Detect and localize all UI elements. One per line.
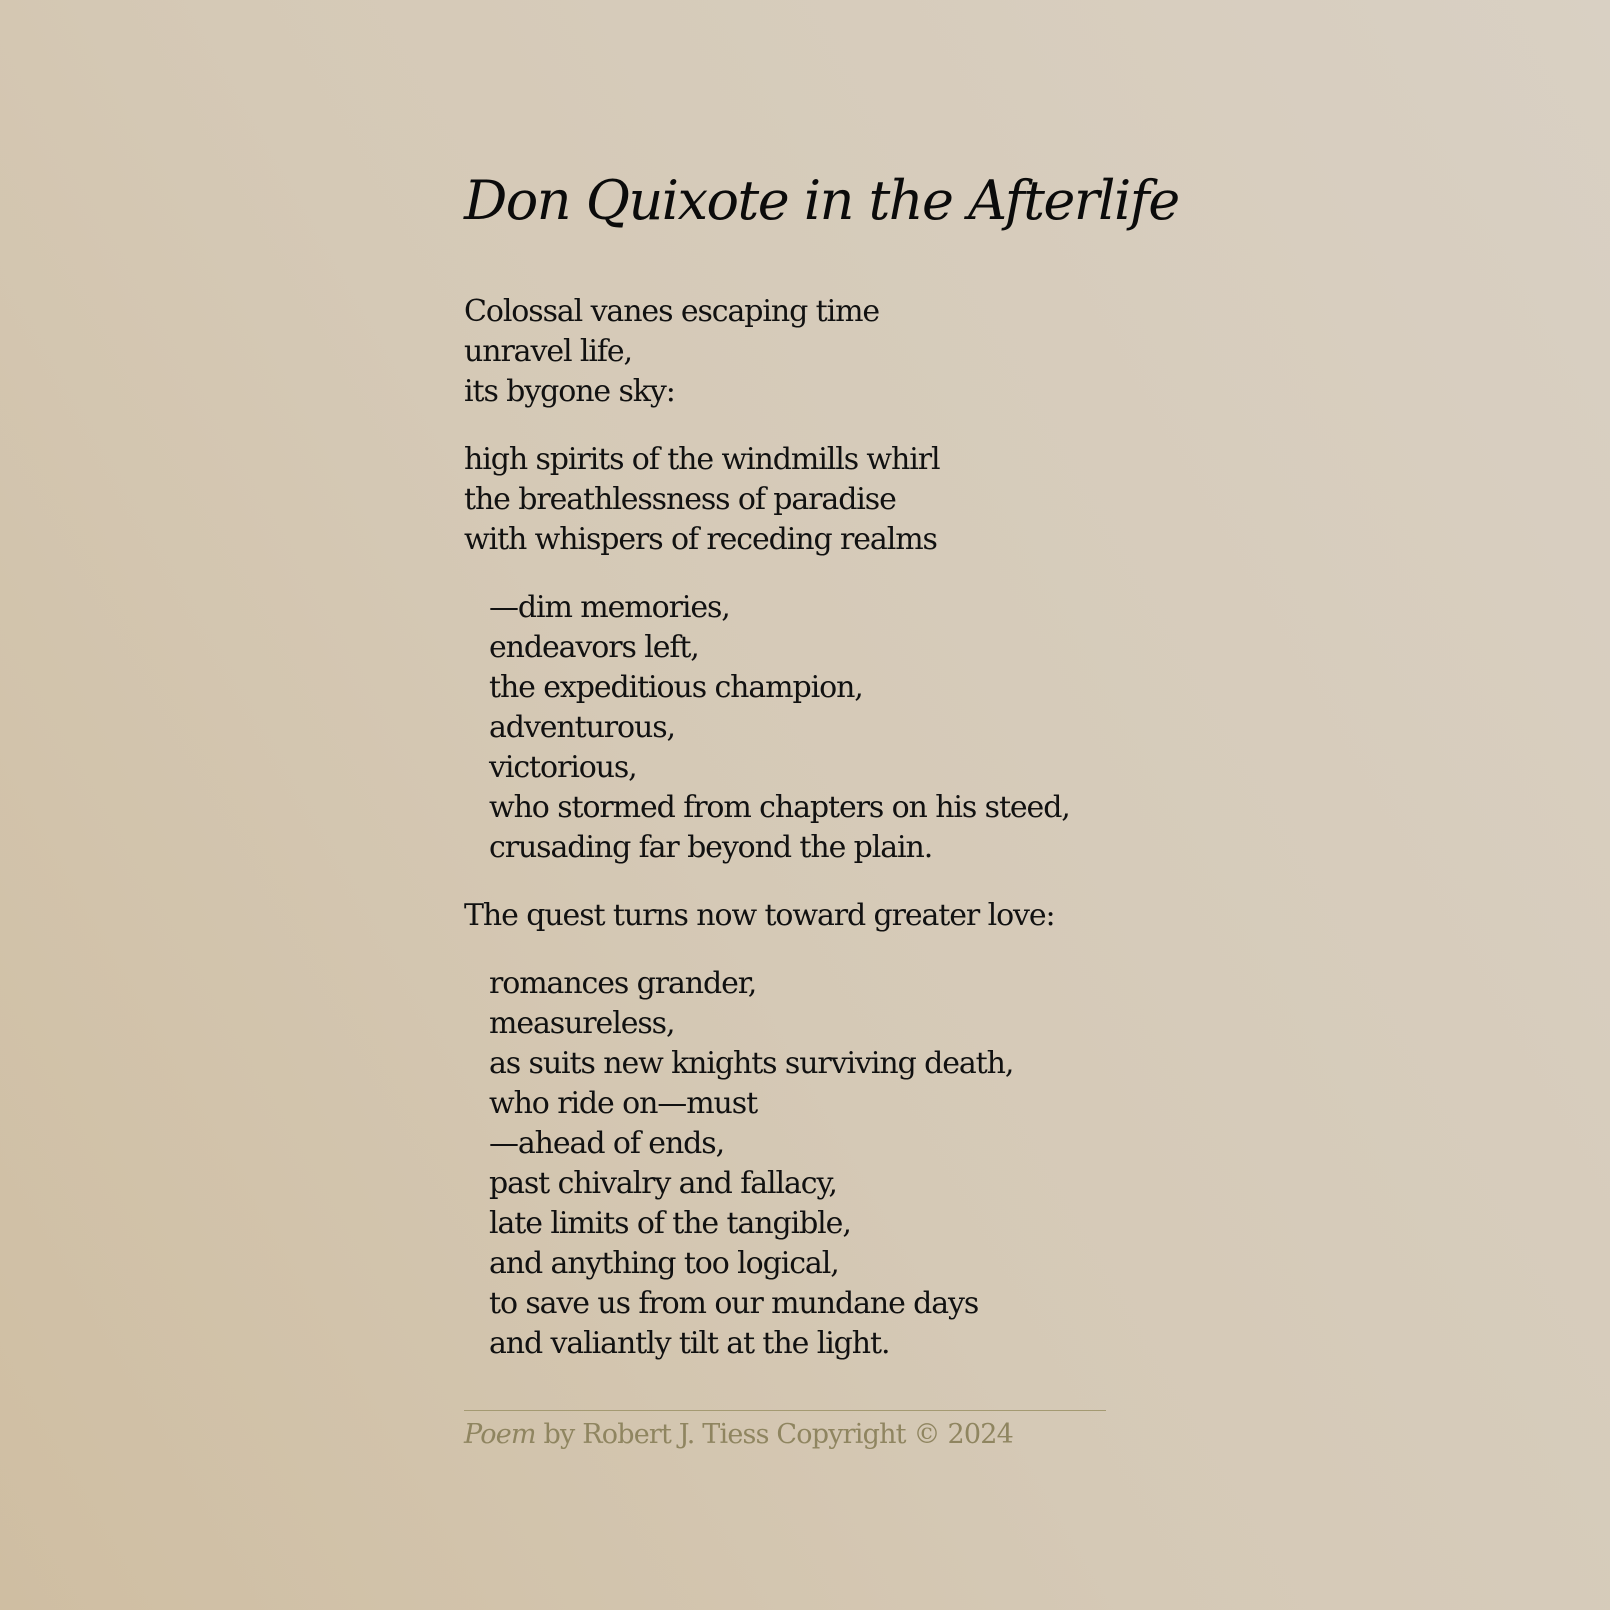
poem-line: the breathlessness of paradise — [464, 482, 896, 517]
credit-poem-word: Poem — [464, 1419, 536, 1450]
poem-line: measureless, — [489, 1006, 675, 1041]
poem-line: adventurous, — [489, 710, 675, 745]
poem-line: unravel life, — [464, 334, 632, 369]
poem-line: endeavors left, — [489, 630, 699, 665]
stanza — [464, 896, 1106, 936]
poem-line: the expeditious champion, — [489, 670, 863, 705]
poem-title: Don Quixote in the Afterlife — [464, 169, 1179, 232]
poem-line: —ahead of ends, — [489, 1126, 724, 1161]
stanza-indented — [464, 964, 1106, 1364]
poem-line: crusading far beyond the plain. — [489, 830, 933, 865]
poem-line: and anything too logical, — [489, 1246, 839, 1281]
poem-page — [464, 166, 1179, 1453]
poem-line: The quest turns now toward greater love: — [464, 898, 1055, 933]
poem-line: with whispers of receding realms — [464, 522, 937, 557]
poem-line: —dim memories, — [489, 590, 730, 625]
poem-line: and valiantly tilt at the light. — [489, 1326, 890, 1361]
poem-line: who stormed from chapters on his steed, — [489, 790, 1070, 825]
poem-line: victorious, — [489, 750, 637, 785]
poem-line: as suits new knights surviving death, — [489, 1046, 1014, 1081]
stanza — [464, 292, 1106, 412]
stanza — [464, 440, 1106, 560]
poem-line: past chivalry and fallacy, — [489, 1166, 837, 1201]
poem-body — [464, 292, 1106, 1364]
poem-line: who ride on—must — [489, 1086, 758, 1121]
poem-line: late limits of the tangible, — [489, 1206, 851, 1241]
poem-line: romances grander, — [489, 966, 757, 1001]
poem-line: Colossal vanes escaping time — [464, 294, 880, 329]
poem-line: its bygone sky: — [464, 374, 675, 409]
poem-line: high spirits of the windmills whirl — [464, 442, 940, 477]
copyright-credit — [464, 1417, 1106, 1453]
credit-author-copyright: by Robert J. Tiess Copyright © 2024 — [535, 1419, 1014, 1450]
credit-divider — [464, 1410, 1106, 1411]
poem-line: to save us from our mundane days — [489, 1286, 979, 1321]
stanza-indented — [464, 588, 1106, 868]
